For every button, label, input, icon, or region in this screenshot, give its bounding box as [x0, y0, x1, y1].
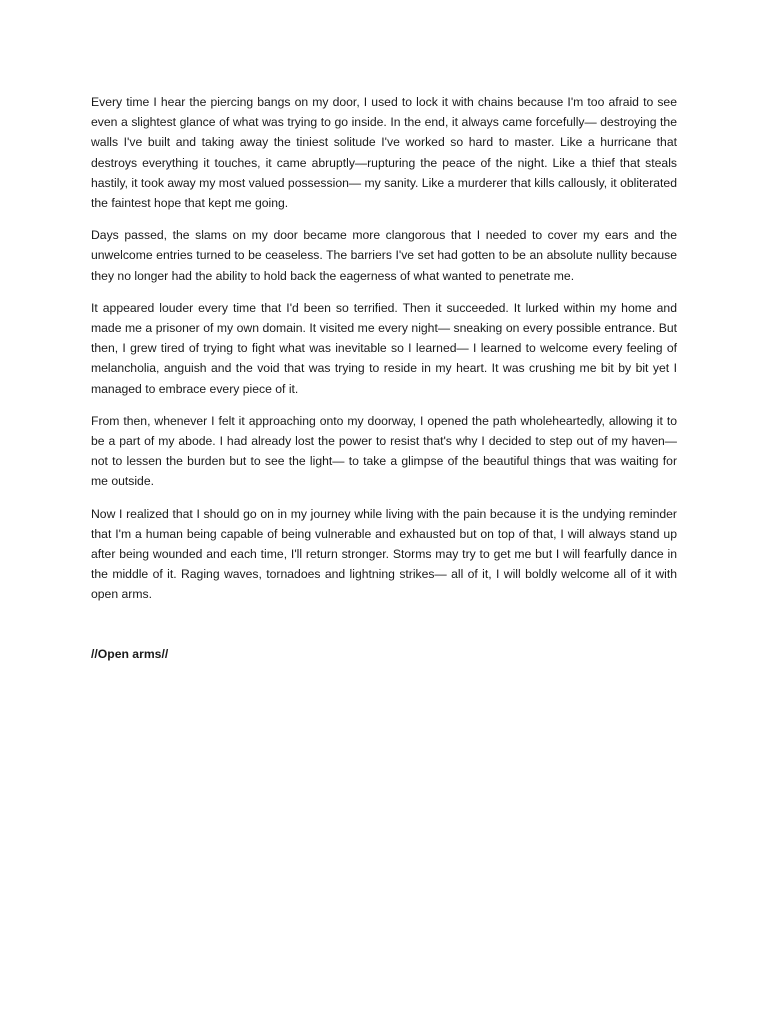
- document-body: [91, 92, 677, 676]
- paragraph-1: Every time I hear the piercing bangs on my door, I used to lock it with chains because I'm too afraid to see even a slightest glance of what was trying to go inside. In the end, it always came forcefully— destroying the walls I've built and taking away the tiniest solitude I've worked so hard to master. Like a hurricane that destroys everything it touches, it came abruptly—rupturing the peace of the night. Like a thief that steals hastily, it took away my most valued possession— my sanity. Like a murderer that kills callously, it obliterated the faintest hope that kept me going.: [91, 95, 677, 211]
- paragraph-4: From then, whenever I felt it approaching onto my doorway, I opened the path wholeheartedly, allowing it to be a part of my abode. I had already lost the power to resist that's why I decided to step out of my haven— not to lessen the burden but to see the light— to take a glimpse of the beautiful things that was waiting for me outside.: [91, 413, 677, 489]
- paragraph-3: It appeared louder every time that I'd been so terrified. Then it succeeded. It lurked within my home and made me a prisoner of my own domain. It visited me every night— sneaking on every possible entrance. But then, I grew tired of trying to fight what was inevitable so I learned— I learned to welcome every feeling of melancholia, anguish and the void that was trying to reside in my heart. It was crushing me bit by bit yet I managed to embrace every piece of it.: [91, 300, 677, 396]
- paragraph-5: Now I realized that I should go on in my journey while living with the pain because it is the undying reminder that I'm a human being capable of being vulnerable and exhausted but on top of that, I will always stand up after being wounded and each time, I'll return stronger. Storms may try to get me but I will fearfully dance in the middle of it. Raging waves, tornadoes and lightning strikes— all of it, I will boldly welcome all of it with open arms.: [91, 506, 677, 602]
- paragraph-2: Days passed, the slams on my door became more clangorous that I needed to cover my ears and the unwelcome entries turned to be ceaseless. The barriers I've set had gotten to be an absolute nullity because they no longer had the ability to hold back the eagerness of what wanted to penetrate me.: [91, 228, 677, 283]
- signoff-title: //Open arms//: [91, 646, 169, 661]
